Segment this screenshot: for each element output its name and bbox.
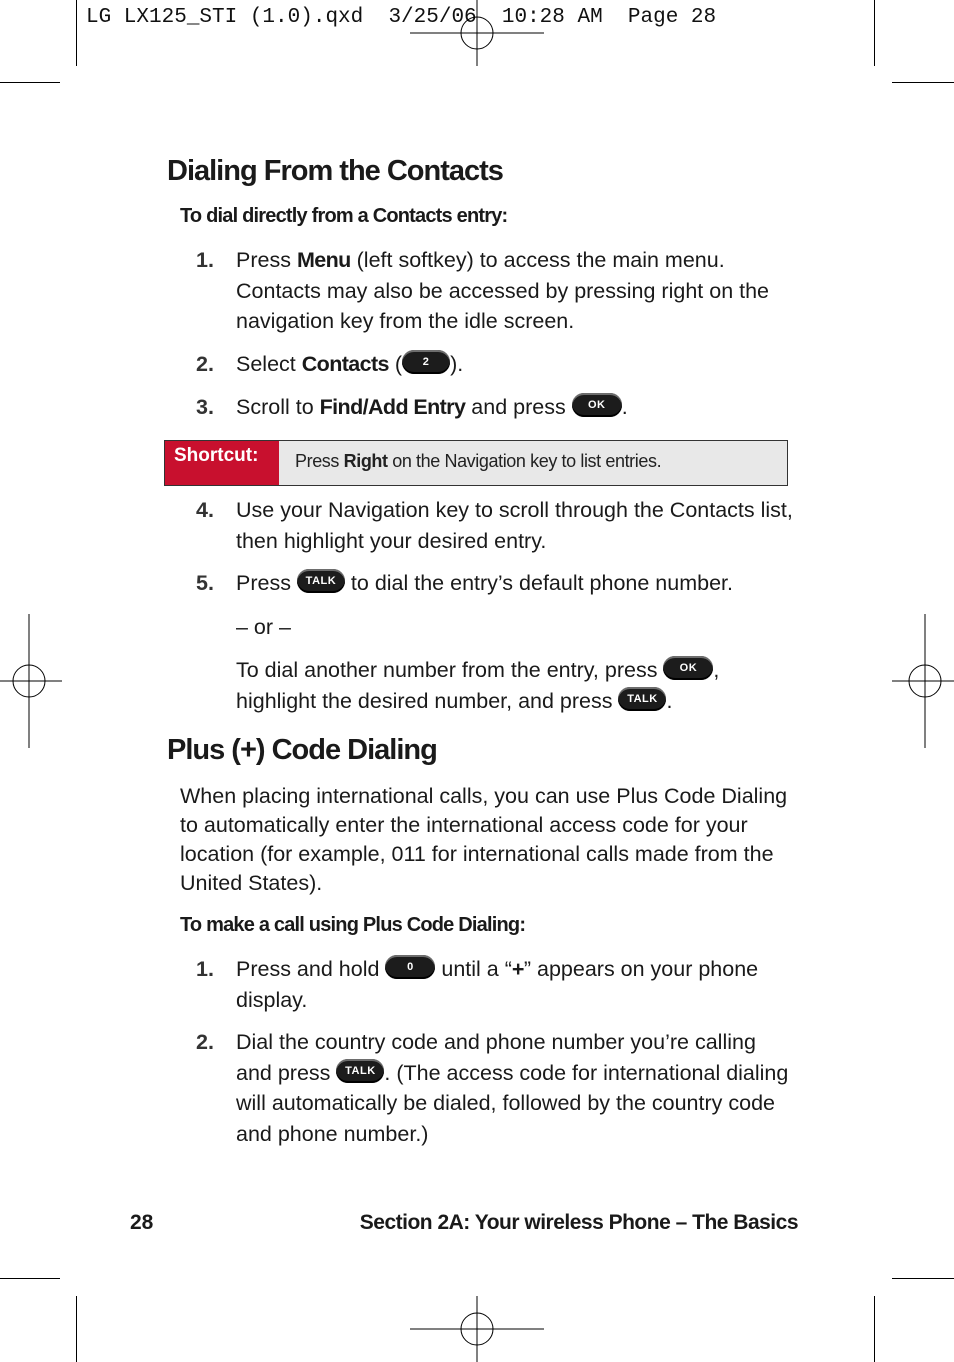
shortcut-text: Press Right on the Navigation key to list entries. — [295, 451, 662, 471]
print-slug: LG LX125_STI (1.0).qxd 3/25/06 10:28 AM Page 28 — [86, 6, 717, 29]
step-text: . — [621, 395, 628, 419]
step-1-press-menu — [196, 245, 796, 337]
subhead-dial-directly: To dial directly from a Contacts entry: — [180, 205, 508, 227]
key-0-icon: 0 — [385, 955, 435, 979]
section-footer: Section 2A: Your wireless Phone – The Basics — [359, 1211, 798, 1234]
step-4-scroll-contacts — [196, 495, 796, 556]
right-key-label: Right — [343, 451, 388, 471]
step-text: Scroll to — [236, 395, 320, 419]
step-1-press-hold-zero — [196, 954, 796, 1015]
registration-mark-right — [892, 614, 954, 748]
step-number: 5. — [196, 571, 214, 595]
step-2-select-contacts — [196, 349, 796, 380]
step-5-press-talk — [196, 568, 796, 716]
registration-mark-left — [0, 614, 62, 748]
contacts-label: Contacts — [301, 352, 389, 376]
step-text: until a “ — [435, 957, 512, 981]
step-number: 2. — [196, 352, 214, 376]
page-number: 28 — [130, 1211, 154, 1234]
step-text: To dial another number from the entry, press — [236, 658, 664, 682]
step-number: 1. — [196, 248, 214, 272]
key-2-icon: 2 — [402, 350, 450, 374]
subhead-plus-code: To make a call using Plus Code Dialing: — [180, 914, 526, 936]
step-3-find-add-entry — [196, 392, 796, 423]
talk-key-icon: TALK — [297, 569, 345, 593]
step-text: ” appears on your phone display. — [236, 957, 759, 1012]
step-text: Use your Navigation key to scroll through the Contacts list, then highlight your desired entry. — [236, 498, 793, 553]
step-text: . (The access code for international dialing will automatically be dialed, followed by the country code and phone number.) — [236, 1060, 789, 1146]
menu-softkey-label: Menu — [296, 248, 351, 272]
shortcut-callout — [164, 440, 788, 486]
section-title-dialing-from-contacts: Dialing From the Contacts — [167, 155, 503, 187]
registration-mark-bottom — [410, 1296, 544, 1362]
shortcut-label: Shortcut: — [165, 441, 279, 485]
registration-mark-top — [410, 0, 544, 66]
plus-code-intro: When placing international calls, you can use Plus Code Dialing to automatically enter the international access code for your location (for example, 011 for international calls made from the United States). — [180, 784, 788, 895]
or-separator: – or – — [236, 614, 291, 639]
step-text: (left softkey) to access the main menu. Contacts may also be accessed by pressing right on the navigation key from the idle screen. — [236, 248, 770, 333]
step-text: and press — [465, 395, 572, 419]
step-number: 4. — [196, 498, 214, 522]
step-text: Press and hold — [236, 957, 386, 981]
step-text: Press — [236, 248, 297, 272]
step-2-dial-country-code — [196, 1027, 796, 1149]
step-text: to dial the entry’s default phone number. — [344, 571, 733, 595]
step-text: ( — [388, 352, 403, 376]
step-text: , highlight the desired number, and press — [236, 658, 720, 713]
step-text: Select — [236, 352, 302, 376]
talk-key-icon: TALK — [618, 687, 666, 711]
plus-sign: + — [511, 957, 524, 981]
step-text: Press — [236, 571, 297, 595]
section-title-plus-code-dialing: Plus (+) Code Dialing — [167, 734, 437, 766]
talk-key-icon: TALK — [336, 1059, 384, 1083]
step-text: Dial the country code and phone number you’re calling and press — [236, 1030, 756, 1085]
find-add-entry-label: Find/Add Entry — [319, 395, 466, 419]
step-text: ). — [450, 352, 464, 376]
step-number: 1. — [196, 957, 214, 981]
ok-key-icon: OK — [572, 393, 622, 417]
ok-key-icon: OK — [663, 656, 713, 680]
step-number: 3. — [196, 395, 214, 419]
step-text: . — [666, 688, 673, 713]
step-number: 2. — [196, 1030, 214, 1054]
